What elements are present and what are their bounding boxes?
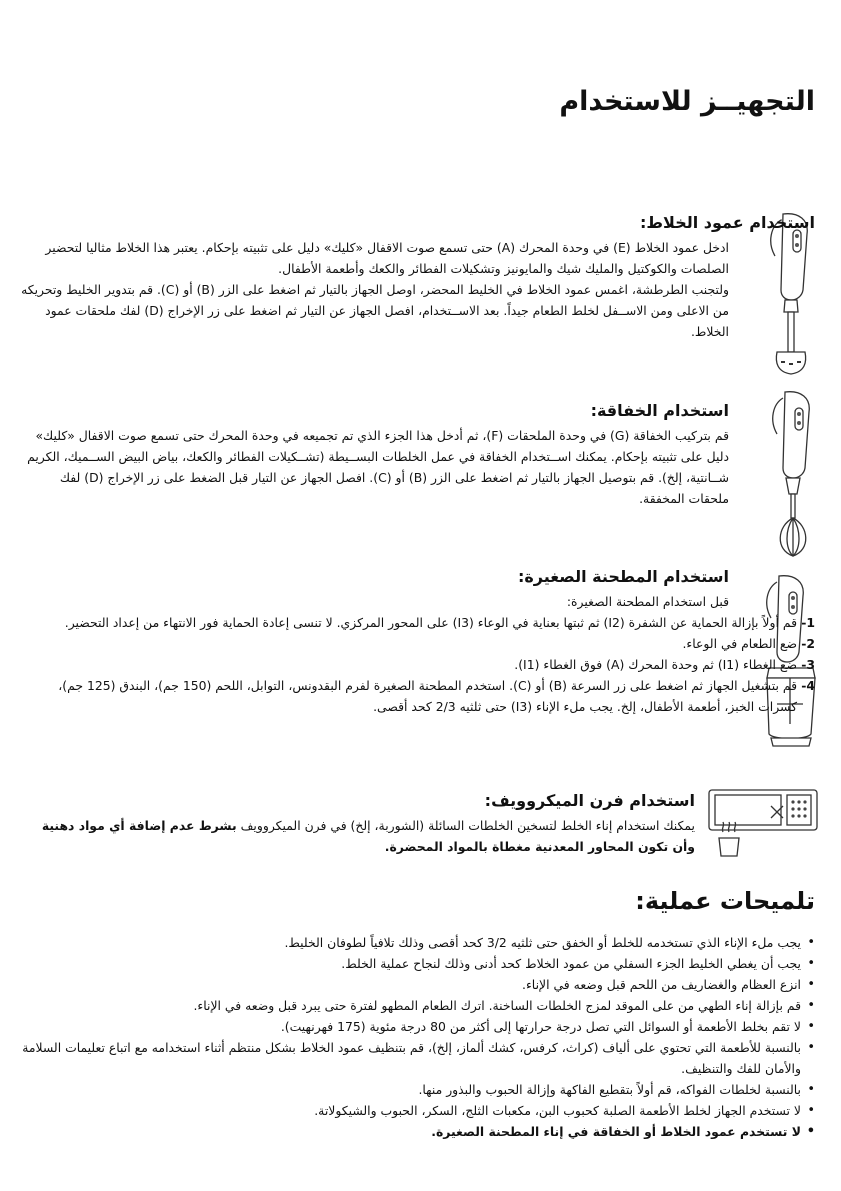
paragraph xyxy=(20,815,695,857)
tip-item: • قم بإزالة إناء الطهي من على الموقد لمزج الخلطات الساخنة. اترك الطعام المطهو لفترة حتى يبرد قبل وضعه في الإناء. xyxy=(20,995,815,1016)
tip-item: • لا تقم بخلط الأطعمة أو السوائل التي تصل درجة حرارتها إلى أكثر من 80 درجة مئوية (175 فهرنهيت). xyxy=(20,1016,815,1037)
step-text: قم بتشغيل الجهاز ثم اضغط على زر السرعة (B) أو (C). استخدم المطحنة الصغيرة لفرم البقدونس، التوابل، اللحم (150 جم)، البندق (125 جم)، كسرات الخبز، أطعمة الأطفال، إلخ. يجب ملء الإناء (I3) حتى ثلثيه 2/3 كحد أقصى. xyxy=(58,678,797,714)
section-title: استخدام فرن الميكروويف: xyxy=(484,791,695,810)
step-item xyxy=(20,654,815,675)
page-title: التجهيــز للاستخدام xyxy=(559,86,815,117)
whisk-text xyxy=(20,400,815,509)
microwave-text xyxy=(20,790,815,857)
step-text: ضع الطعام في الوعاء. xyxy=(682,636,797,651)
steps-list xyxy=(20,612,815,717)
section-title: استخدام الخفاقة: xyxy=(590,401,729,420)
blender-text xyxy=(20,212,815,342)
section-microwave xyxy=(20,790,815,857)
step-text: ضع الغطاء (I1) ثم وحدة المحرك (A) فوق الغطاء (I1). xyxy=(514,657,797,672)
whisk-icon xyxy=(763,390,825,560)
step-item xyxy=(20,612,815,633)
chopper-text xyxy=(20,566,815,717)
step-item xyxy=(20,675,815,717)
tips-title: تلميحات عملية: xyxy=(635,887,815,915)
tip-item: • انزع العظام والغضاريف من اللحم قبل وضعه في الإناء. xyxy=(20,974,815,995)
step-number: 2- xyxy=(801,636,815,651)
tip-item-warning: • لا تستخدم عمود الخلاط أو الخفاقة في إناء المطحنة الصغيرة. xyxy=(20,1121,815,1142)
tip-item: • يجب ملء الإناء الذي تستخدمه للخلط أو الخفق حتى ثلثيه 3/2 كحد أقصى وذلك تلافياً لطوفان الخليط. xyxy=(20,932,815,953)
paragraph: ولتجنب الطرطشة، اغمس عمود الخلاط في الخليط المحضر، اوصل الجهاز بالتيار ثم اضغط على الزر (B) أو (C). قم بتدوير الخليط وتحريكه من الاعلى ومن الاســفل لخلط الطعام جيداً. بعد الاســتخدام، افصل الجهاز عن التيار ثم اضغط على زر الإخراج (D) لفك ملحقات عمود الخلاط. xyxy=(21,282,729,339)
section-title: استخدام المطحنة الصغيرة: xyxy=(517,567,729,586)
tip-item: • بالنسبة لخلطات الفواكه، قم أولاً بتقطيع الفاكهة وإزالة الحبوب والبذور منها. xyxy=(20,1079,815,1100)
paragraph-bold: بشرط عدم إضافة أي مواد دهنية وأن تكون المحاور المعدنية مغطاة بالمواد المحضرة. xyxy=(41,818,695,854)
section-chopper xyxy=(20,566,815,717)
tips-list xyxy=(20,932,815,1142)
microwave-icon xyxy=(705,784,821,858)
step-number: 1- xyxy=(801,615,815,630)
tip-item: • لا تستخدم الجهاز لخلط الأطعمة الصلبة كحبوب البن، مكعبات الثلج، السكر، الحبوب والشيكولاتة. xyxy=(20,1100,815,1121)
paragraph: قم بتركيب الخفاقة (G) في وحدة الملحقات (F)، ثم أدخل هذا الجزء الذي تم تجميعه في وحدة المحرك حتى تسمع صوت الاقفال «كليك» دليل على تثبيته بإحكام. يمكنك اســتخدام الخفاقة في عمل الخلطات البســيطة (تشــكيلات الفطائر والكعك، بياض البيض الســميك، الكريم شــانتية، إلخ). قم بتوصيل الجهاز بالتيار ثم اضغط على الزر (B) أو (C). افصل الجهاز عن التيار قبل الضغط على زر الإخراج (D) لفك ملحقات المخفقة. xyxy=(27,428,729,506)
step-number: 4- xyxy=(801,678,815,693)
section-title: استخدام عمود الخلاط: xyxy=(640,213,815,232)
tip-item: • بالنسبة للأطعمة التي تحتوي على ألياف (كراث، كرفس، كشك ألماز، إلخ)، قم بتنظيف عمود الخلاط بشكل منتظم أثناء استخدامه مع اتباع تعليمات السلامة والأمان للفك والتنظيف. xyxy=(20,1037,815,1079)
step-number: 3- xyxy=(801,657,815,672)
tip-item: • يجب أن يغطي الخليط الجزء السفلي من عمود الخلاط كحد أدنى وذلك لنجاح عملية الخلط. xyxy=(20,953,815,974)
step-item xyxy=(20,633,815,654)
paragraph: ادخل عمود الخلاط (E) في وحدة المحرك (A) حتى تسمع صوت الاقفال «كليك» دليل على تثبيته بإحكام. يعتبر هذا الخلاط مثاليا لتحضير الصلصات والكوكتيل والمليك شيك والمايونيز وتشكيلات الفطائر والكعك وأطعمة الأطفال. xyxy=(45,240,729,276)
step-text: قم أولاً بإزالة الحماية عن الشفرة (I2) ثم ثبتها بعناية في الوعاء (I3) على المحور المركزي. لا تنسى إعادة الحماية فور الانتهاء من إعداد التحضير. xyxy=(64,615,797,630)
paragraph-normal: يمكنك استخدام إناء الخلط لتسخين الخلطات السائلة (الشوربة، إلخ) في فرن الميكروويف xyxy=(236,818,695,833)
intro-text: قبل استخدام المطحنة الصغيرة: xyxy=(566,594,729,609)
section-whisk xyxy=(20,400,815,509)
